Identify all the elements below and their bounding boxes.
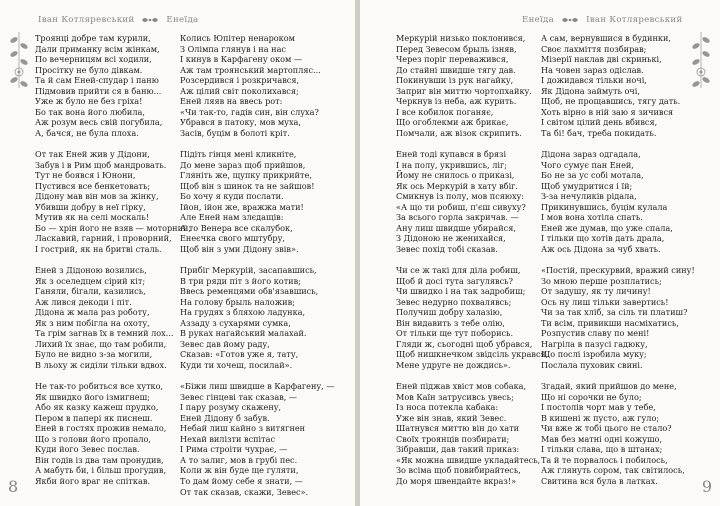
poem-column-left-1 <box>35 33 191 487</box>
running-head <box>38 15 198 25</box>
verse-line: На грудях з бляхою ладунка, <box>180 307 306 318</box>
stanza <box>35 149 191 254</box>
verse-line: Підіть гінця мені кликніте, <box>180 149 297 160</box>
verse-line: То дам йому себе я знати, — <box>180 475 303 486</box>
verse-line: Прикинувшись, буцім кулала <box>541 201 668 212</box>
verse-line: Меркурій низько поклонився, <box>396 33 526 43</box>
verse-line: «Постій, прескурвий, вражий сину! <box>541 265 695 276</box>
verse-line: Бо хочу я куди послати. <box>180 191 284 202</box>
stanza <box>35 265 191 370</box>
verse-line: Послала пуховик свині. <box>541 359 643 370</box>
verse-line: Що послі ізробила муку; <box>541 349 647 360</box>
verse-line: Гляніть же, щупку прикрийте, <box>180 170 312 181</box>
verse-line: А то залиг, мов в грубі пес. <box>180 454 298 465</box>
running-head-title: Енеїда <box>522 15 555 25</box>
verse-line: Або як казку кажеш прудко, <box>35 402 159 413</box>
verse-line: Заприг він миттю чортопхайку. <box>396 85 532 96</box>
verse-line: Смикнув із полу, мов псяюху: <box>396 191 525 202</box>
verse-line: От тільки ще тут поборись. <box>396 328 514 339</box>
stanza <box>35 381 191 486</box>
left-page <box>0 0 355 506</box>
verse-line: Якби його враг не спіткав. <box>35 475 150 486</box>
verse-line: І кинув в Карфагену оком — <box>180 54 303 65</box>
verse-line: Аж розум весь свій погубила, <box>35 117 163 128</box>
verse-line: Ввесь ременцями обв'язавшись, <box>180 286 319 297</box>
stanza <box>180 381 334 497</box>
stanza <box>180 149 334 254</box>
running-head-author: Іван Котляревський <box>586 15 683 25</box>
verse-line: Убивши добру в неї гірку, <box>35 201 146 212</box>
verse-line: Дідона ж мала раз роботу, <box>35 307 150 318</box>
verse-line: Що ні сорочки не було; <box>541 391 642 402</box>
verse-line: Та грім загнав їх в темний лох... <box>35 328 174 339</box>
verse-line: Аж ось Дідона за чуб хвать. <box>541 243 661 254</box>
running-head-author: Іван Котляревський <box>38 15 135 25</box>
verse-line: Аж цілий світ поколихався; <box>180 85 299 96</box>
verse-line: Пустився все бенкетовать; <box>35 180 151 191</box>
verse-line: Він годів із два там пронудив, <box>35 454 164 465</box>
verse-line: Зевес недурно похвалявсь; <box>396 296 512 307</box>
verse-line: Покинувши із рук нагайку, <box>396 75 514 86</box>
verse-line: Щоб умудритися і їй; <box>541 180 633 191</box>
verse-line: Мав без матні одні кожушо, <box>541 433 663 444</box>
verse-line: Убрався в патоку, мов муха, <box>180 117 301 128</box>
verse-line: Своє лахміття позбирав; <box>541 43 647 54</box>
verse-line: Бо — хрін його не взяв — моторний, <box>35 222 192 233</box>
verse-line: Аззаду з сухарями сумка, <box>180 317 291 328</box>
verse-line: Щоб він з шинок та не зайшов! <box>180 180 315 191</box>
verse-line: Як швидко його ізмигнеш; <box>35 391 150 402</box>
verse-line: З Дідоною не женихайся, <box>396 233 506 244</box>
verse-line: Щоб й досі тута загулявсь? <box>396 275 513 286</box>
verse-line: Бо так вона його любила, <box>35 106 145 117</box>
stanza <box>180 33 334 138</box>
verse-line: Мене удруге не дождись». <box>396 359 511 370</box>
verse-line: Шатнувся миттю він до хати <box>396 423 520 434</box>
verse-line: В льоху ж сиділи тільки вдвох. <box>35 359 167 370</box>
verse-line: Розсердився і розкричався, <box>180 75 300 86</box>
verse-line: Забув і в Рим щоб мандровать. <box>35 159 167 170</box>
verse-line: Коли ж він буде ще гуляти, <box>180 465 299 476</box>
verse-line: Мов Каїн затрусивсь увесь; <box>396 391 514 402</box>
verse-line: Прибіг Меркурій, засапавшись, <box>180 265 317 276</box>
right-page <box>360 0 720 506</box>
verse-line: І тільки що хотів дать драла, <box>541 233 665 244</box>
verse-line: Та й те порвалось і побилось, <box>541 454 668 465</box>
verse-line: А, бачся, не була плоха. <box>35 127 139 138</box>
verse-line: За всього горла закричав. — <box>396 212 519 223</box>
verse-line: Зо мною перше розплатись; <box>541 275 662 286</box>
verse-line: Дідона зараз одгадала, <box>541 149 641 160</box>
verse-line: Не так-то робиться все хутко, <box>35 381 164 392</box>
verse-line: Куди його Зевес послав. <box>35 444 140 455</box>
verse-line: Чи швидко і на так задробиш; <box>396 286 526 297</box>
verse-line: В кишені ж пусто, аж гуло; <box>541 412 660 423</box>
verse-line: І тільки слава, що в штанах; <box>541 444 663 455</box>
verse-line: І Рима строіти чухрає, — <box>180 444 288 455</box>
verse-line: Хоть вірно в ній заю я зичився <box>541 106 674 117</box>
verse-line: Ти всім, привикши насміхатись, <box>541 317 679 328</box>
verse-line: Перед Зевесом брыль ізняв, <box>396 43 517 54</box>
verse-line: Уже ж було не без гріха! <box>35 96 143 107</box>
verse-line: Та бі! бач, треба покидать. <box>541 127 657 138</box>
verse-line: Троянці добре там курили, <box>35 33 151 43</box>
verse-line: Еней же думав, що уже спала, <box>541 222 673 233</box>
stanza <box>541 149 695 254</box>
stanza <box>396 33 548 138</box>
verse-line: Куди ти хочеш, посилай». <box>180 359 293 370</box>
stanza <box>396 265 548 370</box>
verse-line: Зевес гінцеві так сказав, — <box>180 391 298 402</box>
verse-line: Мутив як на селі москаль! <box>35 212 150 223</box>
verse-line: От задушу, як ту личину! <box>541 286 651 297</box>
verse-line: Гляди ж, сьогодні щоб убрався, <box>396 338 533 349</box>
verse-line: Бо не за ус собі мотала, <box>541 170 644 181</box>
poem-column-right-1 <box>396 33 548 487</box>
running-head-title: Енеїда <box>166 15 199 25</box>
verse-line: Свитина вся була в латках. <box>541 475 658 486</box>
verse-line: По вечерницям всі ходили, <box>35 54 152 65</box>
verse-line: А то Венера все скалубок, <box>180 222 293 233</box>
verse-line: Згадай, який прийшов до мене, <box>541 381 677 392</box>
verse-line: Чого сумує пан Еней, <box>541 159 634 170</box>
verse-line: На голову брыль наложив; <box>180 296 295 307</box>
page-number: 8 <box>8 477 19 496</box>
verse-line: Як з оселедцем сірий кіт; <box>35 275 146 286</box>
verse-line: Еней з Дідоною возились, <box>35 265 147 276</box>
stanza <box>396 381 548 486</box>
verse-line: До мене зараз щоб прийшов, <box>180 159 306 170</box>
verse-line: І постолів чорт мав у тебе, <box>541 402 656 413</box>
verse-line: Еней Дідону б забув. <box>180 412 270 423</box>
verse-line: В руках нагайський малахай. <box>180 328 307 339</box>
verse-line: Получиш добру халазію, <box>396 307 503 318</box>
poem-column-left-2 <box>180 33 334 497</box>
stanza <box>541 381 695 486</box>
verse-line: Ласкавий, гарний, і проворний, <box>35 233 172 244</box>
stanza <box>180 265 334 370</box>
verse-line: Йому не снилось о приказі, <box>396 170 515 181</box>
verse-line: Зібравши, дав такий приказ: <box>396 444 520 455</box>
verse-line: І гострий, як на бритві сталь. <box>35 243 162 254</box>
verse-line: Зо всіма щоб повибирайтесь, <box>396 465 521 476</box>
verse-line: «Як можна швидше укладайтесь, <box>396 454 541 465</box>
ornament-icon <box>561 16 579 24</box>
verse-line: «Біжи лиш швидше в Карфагену, — <box>180 381 335 392</box>
verse-line: Еней в гостях прожив немало, <box>35 423 167 434</box>
verse-line: Небай лиш кайно з витягнен <box>180 423 306 434</box>
verse-line: А мабуть би, і більш прогудив, <box>35 465 167 476</box>
verse-line: Було не видно з-за могили, <box>35 349 153 360</box>
verse-line: Що огоблекми аж брикає, <box>396 117 509 128</box>
verse-line: Зевес похід тобі сказав. <box>396 243 498 254</box>
verse-line: Лихий їх знає, що там робили, <box>35 338 167 349</box>
verse-line: Еней тоді купався в брязі <box>396 149 507 160</box>
verse-line: І пару розуму скажену, <box>180 402 282 413</box>
verse-line: На човен зараз одіслав. <box>541 64 644 75</box>
verse-line: Своїх троянців позбирати; <box>396 433 510 444</box>
verse-line: Еней ляяв на ввесь рот: <box>180 96 283 107</box>
verse-line: Засів, буцім в болоті кріт. <box>180 127 290 138</box>
verse-line: Як Дідона займуть очі, <box>541 85 640 96</box>
verse-line: Черкнув із неба, аж курить. <box>396 96 517 107</box>
verse-line: Чи се ж такі для діла робиш, <box>396 265 521 276</box>
verse-line: Аж глянуть сором, так світилось, <box>541 465 685 476</box>
verse-line: До стайні швидше тягу дав. <box>396 64 516 75</box>
verse-line: Ану лиш швидше убирайся, <box>396 222 516 233</box>
verse-line: Ганяли, бігали, казились, <box>35 286 146 297</box>
running-head <box>522 15 682 25</box>
verse-line: Та й сам Еней-спудар і паню <box>35 75 159 86</box>
verse-line: Ійон, ійон же, вражжа мати! <box>180 201 304 212</box>
verse-line: Що з голови його пропало, <box>35 433 151 444</box>
verse-line: До моря швендайте вкраз!» <box>396 475 517 486</box>
verse-line: «А що ти робиш, п'єш сивуху? <box>396 201 526 212</box>
verse-line: Аж лився декоди і піт. <box>35 296 132 307</box>
stanza <box>541 265 695 370</box>
verse-line: Аж там троянський мартопляс... <box>180 64 321 75</box>
verse-line: А сам, вернувшися в будинки, <box>541 33 671 43</box>
verse-line: «Чи так-то, гадів син, він слуха? <box>180 106 319 117</box>
verse-line: Щоб нишкнечком звідсіль укрався, <box>396 349 549 360</box>
verse-line: Еней піджав хвіст мов собака, <box>396 381 527 392</box>
verse-line: Нехай вилізти вспітас <box>180 433 276 444</box>
verse-line: Дідону мав він мов за жінку, <box>35 191 159 202</box>
verse-line: З Олімпа глянув і на нас <box>180 43 286 54</box>
verse-line: От так Еней жив у Дідони, <box>35 149 150 160</box>
floral-ornament-icon <box>6 30 32 90</box>
verse-line: Сказав: «Готов уже я, тату, <box>180 349 299 360</box>
verse-line: З-за нечуликів рідала, <box>541 191 637 202</box>
verse-line: Ось ну лиш тільки завертись! <box>541 296 669 307</box>
verse-line: Із носа потекла кабака: <box>396 402 499 413</box>
page-number: 9 <box>701 477 712 496</box>
verse-line: Підмовив прийти ся в баню... <box>35 85 162 96</box>
verse-line: І дожидався тільки ночі, <box>541 75 647 86</box>
verse-line: От так сказав, скажи, Зевес». <box>180 486 309 497</box>
verse-line: Енеєчка свого мштубру, <box>180 233 285 244</box>
verse-line: Зевес дав йому раду, <box>180 338 270 349</box>
ornament-icon <box>141 16 159 24</box>
verse-line: Нагріла в пазусі гадюку, <box>541 338 648 349</box>
verse-line: Дали приманку всім жінкам, <box>35 43 160 54</box>
verse-line: Розпустив славу по мені! <box>541 328 650 339</box>
verse-line: І мов вона хотіла спать. <box>541 212 643 223</box>
verse-line: Мізерії наклав дві скринькі, <box>541 54 662 65</box>
verse-line: Але Еней нам злєдащів: <box>180 212 284 223</box>
verse-line: Щоб він з уми Дідону звів». <box>180 243 299 254</box>
verse-line: І світом цілий день вбився, <box>541 117 658 128</box>
verse-line: Як ось Меркурій в хату вбіг. <box>396 180 519 191</box>
verse-line: Просітку не було дівкам. <box>35 64 143 75</box>
stanza <box>35 33 191 138</box>
stanza <box>396 149 548 254</box>
verse-line: В три ряди піт з його котив; <box>180 275 301 286</box>
verse-line: Помчали, аж візок скрипить. <box>396 127 522 138</box>
verse-line: Через поріг переважився, <box>396 54 509 65</box>
verse-line: Як з ним побігла на охоту, <box>35 317 150 328</box>
stanza <box>541 33 695 138</box>
verse-line: Тут не боявся і Юнони, <box>35 170 136 181</box>
verse-line: Чи за так хліб, за сіль ти платиш? <box>541 307 688 318</box>
verse-line: І все кобилок поганяє, <box>396 106 494 117</box>
poem-column-right-2 <box>541 33 695 487</box>
verse-line: Пером в папері як писнеш. <box>35 412 153 423</box>
verse-line: Щоб, не прощавшись, тягу дать. <box>541 96 681 107</box>
verse-line: Уже він знав, який Зевес. <box>396 412 507 423</box>
verse-line: Колись Юпітер ненароком <box>180 33 295 43</box>
verse-line: Він видавить з тебе олію, <box>396 317 505 328</box>
verse-line: Чи вже ж тобі цього не стало? <box>541 423 672 434</box>
verse-line: І на полу, укрившись, ліг; <box>396 159 507 170</box>
